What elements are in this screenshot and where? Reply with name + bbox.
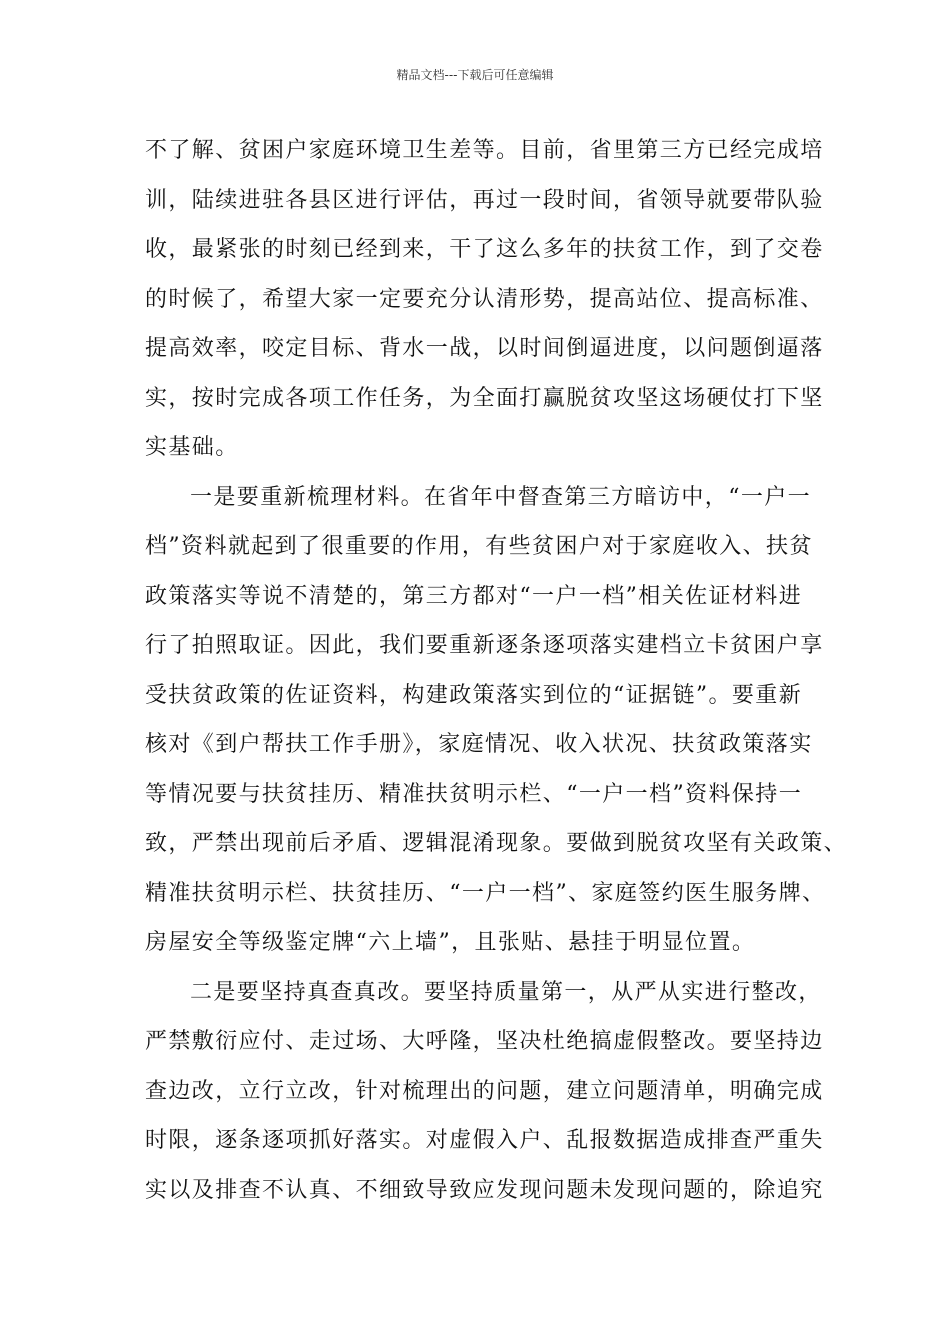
text-line: 房屋安全等级鉴定牌“六上墙”，且张贴、悬挂于明显位置。 — [145, 930, 756, 955]
text-line: 查边改，立行立改，针对梳理出的问题，建立问题清单，明确完成 — [145, 1078, 824, 1104]
document-body — [145, 126, 848, 1215]
text-line: 致，严禁出现前后矛盾、逻辑混淆现象。要做到脱贫攻坚有关政策、 — [145, 831, 848, 856]
text-line: 训，陆续进驻各县区进行评估，再过一段时间，省领导就要带队验 — [145, 187, 824, 213]
text-line: 受扶贫政策的佐证资料，构建政策落实到位的“证据链”。要重新 — [145, 682, 803, 708]
paragraph-start-line: 二是要坚持真查真改。要坚持质量第一，从严从实进行整改， — [190, 979, 822, 1005]
text-line: 收，最紧张的时刻已经到来，干了这么多年的扶贫工作，到了交卷 — [145, 237, 824, 262]
text-line: 不了解、贫困户家庭环境卫生差等。目前，省里第三方已经完成培 — [145, 138, 824, 163]
text-line: 档”资料就起到了很重要的作用，有些贫困户对于家庭收入、扶贫 — [145, 534, 813, 559]
text-line: 时限，逐条逐项抓好落实。对虚假入户、乱报数据造成排查严重失 — [145, 1128, 824, 1153]
text-line: 的时候了，希望大家一定要充分认清形势，提高站位、提高标准、 — [145, 286, 824, 312]
paragraph-start-line: 一是要重新梳理材料。在省年中督查第三方暗访中，“一户一 — [190, 484, 812, 510]
text-line: 核对《到户帮扶工作手册》，家庭情况、收入状况、扶贫政策落实 — [145, 732, 813, 757]
text-line: 政策落实等说不清楚的，第三方都对“一户一档”相关佐证材料进 — [145, 583, 803, 609]
text-line: 实以及排查不认真、不细致导致应发现问题未发现问题的，除追究 — [145, 1177, 824, 1203]
text-line: 实，按时完成各项工作任务，为全面打赢脱贫攻坚这场硬仗打下坚 — [145, 385, 824, 411]
text-line: 等情况要与扶贫挂历、精准扶贫明示栏、“一户一档”资料保持一 — [145, 781, 803, 807]
text-line: 提高效率，咬定目标、背水一战，以时间倒逼进度，以问题倒逼落 — [145, 336, 824, 361]
text-line: 精准扶贫明示栏、扶贫挂历、“一户一档”、家庭签约医生服务牌、 — [145, 880, 826, 906]
page-header: 精品文档---下载后可任意编辑 — [396, 68, 554, 82]
text-line: 严禁敷衍应付、走过场、大呼隆，坚决杜绝搞虚假整改。要坚持边 — [145, 1029, 824, 1054]
text-line: 行了拍照取证。因此，我们要重新逐条逐项落实建档立卡贫困户享 — [145, 633, 824, 658]
text-line: 实基础。 — [145, 435, 239, 460]
